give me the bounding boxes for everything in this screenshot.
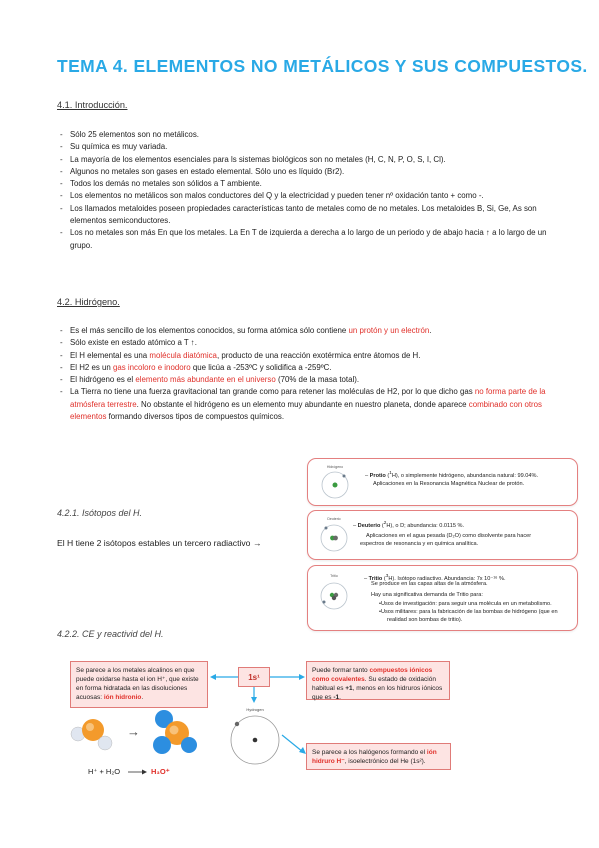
list-item: - Su química es muy variada. — [60, 141, 550, 153]
alkaline-similarity-box: Se parece a los metales alcalinos en que puede oxidarse hasta el ion H⁺, que existe en forma hidratada en las disoluciones acuosas: ión hidronio. — [70, 661, 208, 708]
list-item: - Sólo existe en estado atómico a T ↑. — [60, 337, 550, 349]
svg-text:Deuterio: Deuterio — [327, 517, 341, 521]
list-item: - El hidrógeno es el elemento más abundante en el universo (70% de la masa total). — [60, 374, 550, 386]
hydronium-molecule-icon — [153, 710, 197, 754]
svg-text:Tritio: Tritio — [330, 574, 338, 578]
isotopes-text: El H tiene 2 isótopos estables un tercero radiactivo → — [57, 538, 262, 548]
section-heading-introduccion: 4.1. Introducción. — [57, 100, 128, 110]
deuterio-card — [307, 510, 578, 560]
tritio-production: Se produce en las capas altas de la atmósfera. — [371, 581, 488, 587]
protio-card — [307, 458, 578, 506]
tritio-use-research: •Usos de investigación: para seguir una molécula en un metabolismo. — [379, 601, 552, 607]
halogen-similarity-box: Se parece a los halógenos formando el ión hidruro H⁻, isoelectrónico del He (1s²). — [306, 743, 451, 770]
tritio-use-military: •Usos militares: para la fabricación de las bombas de hidrógeno (que en — [379, 609, 558, 615]
list-item: - El H2 es un gas incoloro e inodoro que licúa a -253ºC y solidifica a -259ºC. — [60, 362, 550, 374]
list-item: - Los no metales son más En que los metales. La En T de izquierda a derecha a lo largo de un periodo y de abajo hacia ↑ a lo largo de un grupo. — [60, 227, 550, 252]
svg-text:H⁺ + H₂O: H⁺ + H₂O — [88, 767, 121, 776]
page-title: TEMA 4. ELEMENTOS NO METÁLICOS Y SUS COMPUESTOS. — [57, 56, 588, 76]
list-item: - El H elemental es una molécula diatómica, producto de una reacción exotérmica entre átomos de H. — [60, 350, 550, 362]
protio-applications: Aplicaciones en la Resonancia Magnética Nuclear de protón. — [373, 481, 525, 487]
reactivity-diagram-art — [60, 650, 460, 790]
protio-atom-icon — [318, 463, 352, 501]
subsection-heading-isotopos: 4.2.1. Isótopos del H. — [57, 508, 143, 518]
tritio-desc: – Tritio ($^3$H). Isótopo radiactivo. Abundancia: 7x 10⁻¹⁶ %. — [364, 573, 506, 582]
electron-config-box: 1s¹ — [238, 667, 270, 687]
intro-bullet-list — [60, 129, 550, 252]
list-item: - Sólo 25 elementos son no metálicos. — [60, 129, 550, 141]
svg-text:→: → — [127, 724, 140, 739]
hydrogen-bullet-list — [60, 325, 550, 423]
list-item: - La mayoría de los elementos esenciales para ls sistemas biológicos son no metales (H, C, N, P, O, S, I, Cl). — [60, 154, 550, 166]
list-item: - Todos los demás no metales son sólidos a T ambiente. — [60, 178, 550, 190]
water-molecule-icon — [71, 719, 112, 750]
svg-text:Hydrogen: Hydrogen — [246, 707, 264, 712]
list-item: - Los elementos no metálicos son malos conductores del Q y la electricidad y pueden tener nº oxidación tanto + como -. — [60, 190, 550, 202]
deuterio-applications-cont: espectros de resonancia y en química analítica. — [360, 541, 479, 547]
deuterio-atom-icon — [316, 515, 352, 555]
tritio-use-military-cont: realidad son bombas de tritio). — [387, 617, 463, 623]
subsection-heading-reactividad: 4.2.2. CE y reactivid del H. — [57, 629, 164, 639]
tritio-atom-icon — [316, 572, 352, 616]
svg-text:Hidrógeno: Hidrógeno — [326, 465, 344, 469]
svg-text:H₃O⁺: H₃O⁺ — [151, 767, 170, 776]
deuterio-applications: Aplicaciones en el agua pesada (D₂O) como disolvente para hacer — [366, 533, 532, 539]
list-item: - Es el más sencillo de los elementos conocidos, su forma atómica sólo contiene un protón y un electrón. — [60, 325, 550, 337]
compounds-box: Puede formar tanto compuestos iónicos como covalentes. Su estado de oxidación habitual es +1, menos en los hidruros iónicos que es -1. — [306, 661, 450, 700]
tritio-demand: Hay una significativa demanda de Tritio para: — [371, 592, 483, 598]
list-item: - Algunos no metales son gases en estado elemental. Sólo uno es líquido (Br2). — [60, 166, 550, 178]
section-heading-hidrogeno: 4.2. Hidrógeno. — [57, 297, 120, 307]
tritio-card — [307, 565, 578, 631]
list-item: - La Tierra no tiene una fuerza gravitacional tan grande como para retener las moléculas de H2, por lo que dicho gas no forma parte de la atmósfera terrestre. No obstante el hidrógeno es un elemento muy abundante en nuestro planeta, donde aparece combinado con otros elementos formando diversos tipos de compuestos químicos. — [60, 386, 550, 423]
deuterio-desc: – Deuterio ($^2$H), o D; abundancia: 0.0115 %. — [353, 520, 465, 529]
list-item: - Los llamados metaloides poseen propiedades características tanto de metales como de no metales. Los metaloides B, Si, Ge, As son elementos semiconductores. — [60, 203, 550, 228]
protio-desc: – Protio ($^1$H), o simplemente hidrógeno, abundancia natural: 99.04%. — [365, 470, 539, 479]
